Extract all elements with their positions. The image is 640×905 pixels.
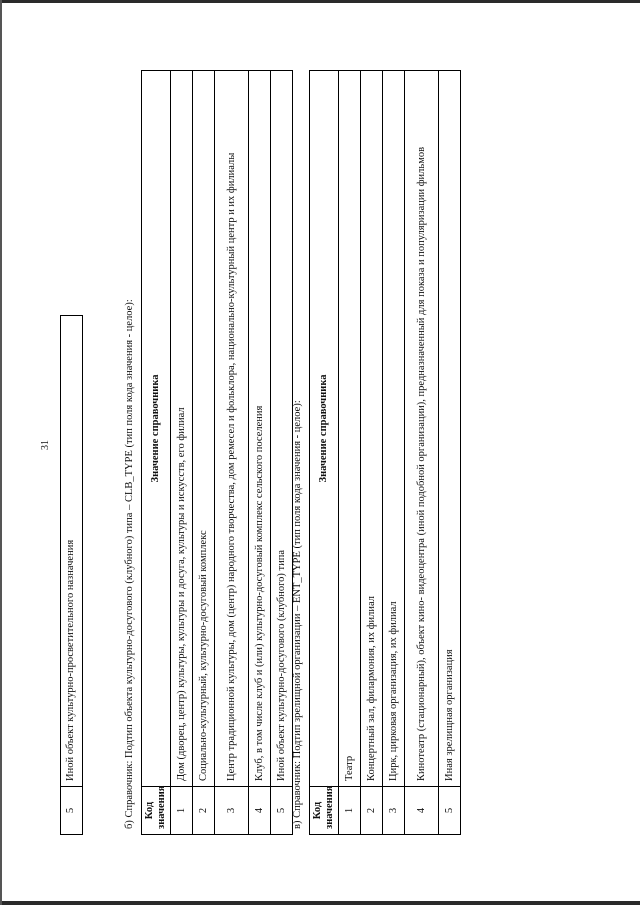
- value-cell: Кинотеатр (стационарный), объект кино- видеоцентра (иной подобной организации), предназначенный для показа и популяризации фильмов: [405, 71, 439, 787]
- code-cell: 3: [215, 787, 249, 835]
- table-row: [271, 71, 293, 835]
- code-cell: 3: [383, 787, 405, 835]
- value-cell: Концертный зал, филармония, их филиал: [361, 71, 383, 787]
- value-cell: Иной объект культурно-досугового (клубного) типа: [271, 71, 293, 787]
- value-cell: Иной объект культурно-просветительного назначения: [61, 316, 83, 787]
- header-value: Значение справочника: [142, 71, 171, 787]
- value-cell: Театр: [339, 71, 361, 787]
- table-row: [215, 71, 249, 835]
- table-row: [339, 71, 361, 835]
- code-cell: 5: [439, 787, 461, 835]
- table-row: [383, 71, 405, 835]
- header-value: Значение справочника: [310, 71, 339, 787]
- table-a-tail: [60, 315, 83, 835]
- table-row: [61, 316, 83, 835]
- table-header-row: [310, 71, 339, 835]
- value-cell: Центр традиционной культуры, дом (центр) народного творчества, дом ремесел и фольклора, национально-культурный центр и их филиалы: [215, 71, 249, 787]
- table-c-caption: в) Справочник: Подтип зрелищной организации – ENT_TYPE (тип поля кода значения - целое):: [292, 400, 303, 829]
- table-header-row: [142, 71, 171, 835]
- value-cell: Цирк, цирковая организация, их филиал: [383, 71, 405, 787]
- table-b: [141, 70, 293, 835]
- code-cell: 5: [61, 787, 83, 835]
- table-row: [439, 71, 461, 835]
- table-row: [249, 71, 271, 835]
- code-cell: 2: [361, 787, 383, 835]
- value-cell: Социально-культурный, культурно-досуговый комплекс: [193, 71, 215, 787]
- code-cell: 4: [249, 787, 271, 835]
- code-cell: 4: [405, 787, 439, 835]
- code-cell: 5: [271, 787, 293, 835]
- code-cell: 1: [339, 787, 361, 835]
- value-cell: Клуб, в том числе клуб и (или) культурно-досуговый комплекс сельского поселения: [249, 71, 271, 787]
- table-row: [361, 71, 383, 835]
- value-cell: Дом (дворец, центр) культуры, культуры и досуга, культуры и искусств, его филиал: [171, 71, 193, 787]
- header-code: Код значения: [310, 787, 339, 835]
- code-cell: 1: [171, 787, 193, 835]
- page-number: 31: [40, 440, 51, 450]
- table-b-caption: б) Справочник: Подтип объекта культурно-досугового (клубного) типа – CLB_TYPE (тип поля кода значения - целое):: [124, 299, 135, 829]
- table-row: [193, 71, 215, 835]
- value-cell: Иная зрелищная организация: [439, 71, 461, 787]
- code-cell: 2: [193, 787, 215, 835]
- header-code: Код значения: [142, 787, 171, 835]
- table-c: [309, 70, 461, 835]
- table-row: [405, 71, 439, 835]
- table-row: [171, 71, 193, 835]
